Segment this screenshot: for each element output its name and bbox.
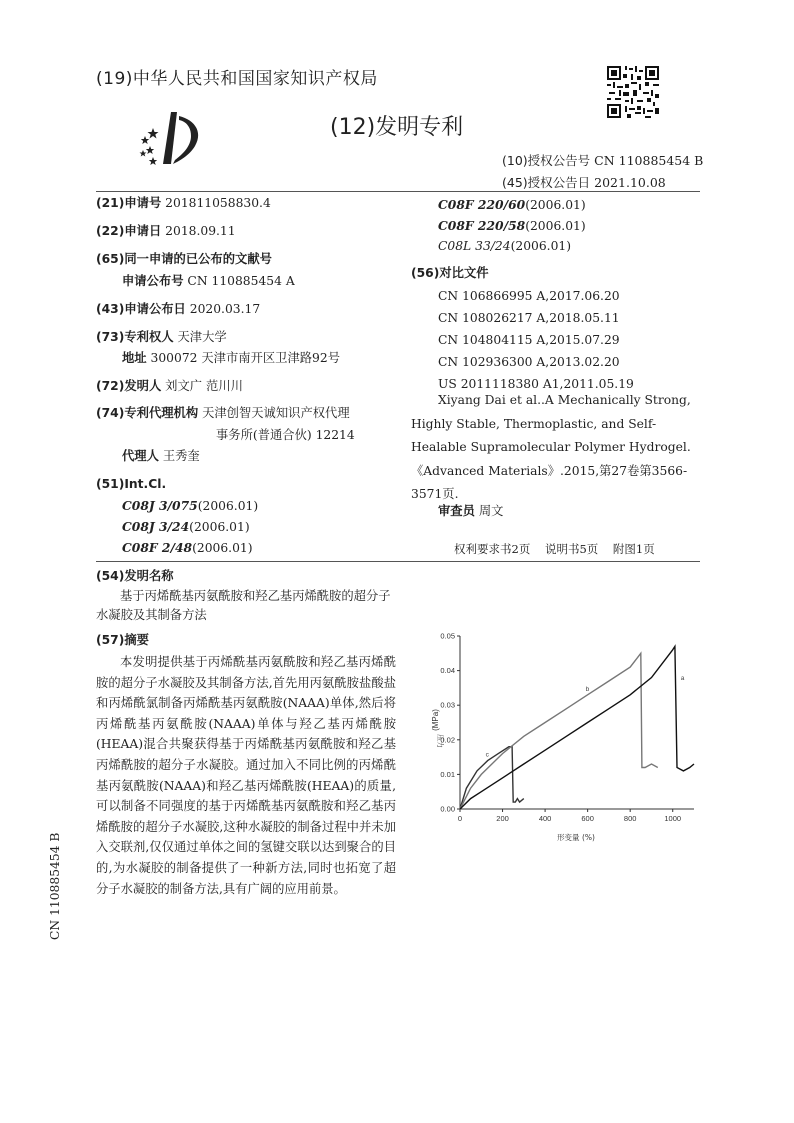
agency-label: (74)专利代理机构 bbox=[96, 406, 199, 420]
agency-line2: 事务所(普通合伙) 12214 bbox=[216, 428, 355, 442]
application-number-label: (21)申请号 bbox=[96, 196, 162, 210]
y-tick-label: 0.00 bbox=[440, 804, 455, 814]
agency-field bbox=[96, 407, 350, 419]
application-number-field bbox=[96, 197, 271, 209]
y-tick-label: 0.05 bbox=[440, 631, 455, 641]
application-date-label: (22)申请日 bbox=[96, 224, 162, 238]
intcl-field bbox=[96, 478, 166, 490]
intcl-version: (2006.01) bbox=[525, 219, 586, 233]
stress-strain-chart bbox=[426, 626, 698, 848]
intcl-version: (2006.01) bbox=[510, 239, 572, 253]
intcl-code: C08L 33/24 bbox=[438, 239, 511, 253]
header-divider bbox=[96, 191, 700, 192]
address: 300072 天津市南开区卫津路92号 bbox=[150, 351, 340, 365]
y-axis-label: 压力 bbox=[436, 734, 444, 748]
grant-date: 2021.10.08 bbox=[594, 175, 666, 190]
issuing-office: (19)中华人民共和国国家知识产权局 bbox=[96, 69, 378, 89]
examiner-label: 审查员 bbox=[438, 504, 475, 518]
intcl-code: C08J 3/24 bbox=[122, 519, 190, 534]
patentee-label: (73)专利权人 bbox=[96, 330, 174, 344]
x-tick-label: 800 bbox=[623, 814, 637, 823]
publication-date-label: (43)申请公布日 bbox=[96, 302, 186, 316]
document-type: (12)发明专利 bbox=[330, 115, 464, 140]
abstract-text: 本发明提供基于丙烯酰基丙氨酰胺和羟乙基丙烯酰胺的超分子水凝胶及其制备方法,首先用丙氨酰胺盐酸盐和丙烯酰氯制备丙烯酰基丙氨酰胺(NAAA)单体,然后将丙烯酰基丙氨酰胺(NAAA)单体与羟乙基丙烯酰胺(HEAA)混合共聚获得基于丙烯酰基丙氨酰胺和羟乙基丙烯酰胺的超分子水凝胶。通过加入不同比例的丙烯酰基丙氨酰胺(NAAA)和羟乙基丙烯酰胺(HEAA)的质量,可以制备不同强度的基于丙烯酰基丙氨酰胺和羟乙基丙烯酰胺的超分子水凝胶,这种水凝胶的制备过程中并未加入交联剂,仅仅通过单体之间的氢键交联以达到聚合的目的,为水凝胶的制备提供了一种新方法,同时也拓宽了超分子水凝胶的制备方法,具有广阔的应用前景。 bbox=[96, 655, 396, 896]
invention-title: 基于丙烯酰基丙氨酰胺和羟乙基丙烯酰胺的超分子水凝胶及其制备方法 bbox=[96, 589, 391, 622]
cited-document: CN 104804115 A,2015.07.29 bbox=[438, 333, 620, 347]
abstract-label: (57)摘要 bbox=[96, 633, 149, 647]
side-document-code: CN 110885454 B bbox=[48, 832, 62, 940]
series-line-a bbox=[460, 646, 694, 809]
examiner-field bbox=[438, 505, 503, 517]
abstract-field bbox=[96, 634, 149, 646]
grant-date-row bbox=[502, 173, 666, 191]
x-tick-label: 1000 bbox=[664, 814, 682, 823]
agent-label: 代理人 bbox=[122, 449, 159, 463]
x-tick-label: 400 bbox=[538, 814, 552, 823]
cited-documents-label: (56)对比文件 bbox=[411, 266, 489, 280]
publication-number-field bbox=[122, 275, 295, 287]
inventors: 刘文广 范川川 bbox=[165, 379, 243, 393]
grant-number-row bbox=[502, 151, 703, 169]
cited-document: CN 102936300 A,2013.02.20 bbox=[438, 355, 620, 369]
agency-line1: 天津创智天诚知识产权代理 bbox=[202, 406, 350, 420]
inventor-label: (72)发明人 bbox=[96, 379, 162, 393]
y-tick-label: 0.04 bbox=[440, 666, 455, 676]
qr-code-icon bbox=[607, 66, 659, 118]
intcl-code: C08F 2/48 bbox=[122, 540, 193, 555]
inventor-field bbox=[96, 380, 243, 392]
title-label: (54)发明名称 bbox=[96, 569, 174, 583]
patentee-field bbox=[96, 331, 227, 343]
title-field bbox=[96, 570, 174, 582]
intcl-label: (51)Int.Cl. bbox=[96, 477, 167, 491]
application-date-field bbox=[96, 225, 236, 237]
x-tick-label: 0 bbox=[457, 814, 463, 823]
address-field bbox=[122, 352, 340, 364]
grant-date-label: (45)授权公告日 bbox=[502, 175, 591, 190]
page-count-info: 权利要求书2页 说明书5页 附图1页 bbox=[454, 542, 655, 556]
examiner: 周文 bbox=[478, 504, 504, 518]
cited-document: CN 108026217 A,2018.05.11 bbox=[438, 311, 620, 325]
cited-literature: Xiyang Dai et al..A Mechanically Strong, Highly Stable, Thermoplastic, and Self-Healable Supramolecular Polymer Hydrogel.《Advanced Materials》.2015,第27卷第3566-3571页. bbox=[411, 393, 691, 501]
intcl-code: C08F 220/60 bbox=[438, 197, 526, 212]
cited-document: US 2011118380 A1,2011.05.19 bbox=[438, 377, 634, 391]
publication-date-field bbox=[96, 303, 260, 315]
intcl-code: C08F 220/58 bbox=[438, 218, 526, 233]
intcl-version: (2006.01) bbox=[197, 499, 259, 513]
agent-field bbox=[122, 450, 200, 462]
publication-date: 2020.03.17 bbox=[189, 302, 261, 316]
publication-number: CN 110885454 A bbox=[187, 274, 295, 288]
intcl-code: C08J 3/075 bbox=[122, 498, 198, 513]
agent: 王秀奎 bbox=[162, 449, 200, 463]
intcl-entry bbox=[122, 540, 253, 555]
x-axis-label: 形变量 (%) bbox=[557, 833, 595, 842]
intcl-entry bbox=[438, 239, 571, 253]
cited-documents-field bbox=[411, 267, 489, 279]
intcl-version: (2006.01) bbox=[525, 198, 586, 212]
y-axis-unit-label: (MPa) bbox=[431, 709, 440, 731]
cnipa-logo-icon bbox=[133, 106, 207, 166]
x-tick-label: 200 bbox=[496, 814, 509, 823]
y-tick-label: 0.02 bbox=[440, 735, 455, 745]
x-tick-label: 600 bbox=[581, 814, 594, 823]
biblio-divider bbox=[96, 561, 700, 562]
series-label-c: c bbox=[485, 751, 489, 759]
intcl-entry bbox=[122, 498, 258, 513]
address-label: 地址 bbox=[122, 351, 147, 365]
prior-publication-field bbox=[96, 253, 272, 265]
series-label-a: a bbox=[680, 674, 685, 682]
application-date: 2018.09.11 bbox=[165, 224, 236, 238]
series-label-b: b bbox=[585, 685, 590, 693]
y-tick-label: 0.03 bbox=[440, 700, 455, 710]
cited-document: CN 106866995 A,2017.06.20 bbox=[438, 289, 620, 303]
y-tick-label: 0.01 bbox=[440, 769, 455, 779]
prior-publication-label: (65)同一申请的已公布的文献号 bbox=[96, 252, 272, 266]
grant-number: CN 110885454 B bbox=[594, 153, 704, 168]
intcl-entry bbox=[438, 218, 586, 233]
intcl-version: (2006.01) bbox=[192, 541, 253, 555]
intcl-version: (2006.01) bbox=[189, 520, 250, 534]
agency-line2-field bbox=[216, 429, 355, 441]
publication-number-label: 申请公布号 bbox=[122, 274, 184, 288]
patentee: 天津大学 bbox=[177, 330, 227, 344]
intcl-entry bbox=[122, 519, 250, 534]
intcl-entry bbox=[438, 197, 586, 212]
grant-number-label: (10)授权公告号 bbox=[502, 153, 591, 168]
application-number: 201811058830.4 bbox=[165, 196, 271, 210]
